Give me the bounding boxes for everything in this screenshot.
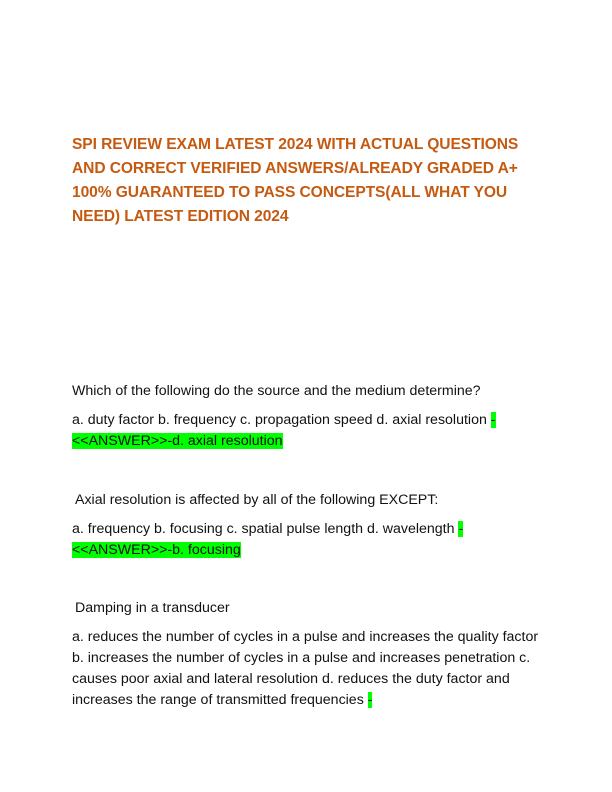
answer-options [72, 410, 542, 452]
correct-answer: <<ANSWER>>-d. axial resolution [72, 433, 283, 449]
answer-marker: - [367, 692, 373, 708]
answer-options [72, 519, 542, 561]
answer-marker: - [490, 412, 496, 428]
question-text: Damping in a transducer [75, 600, 230, 616]
answer-options [72, 627, 542, 711]
correct-answer: <<ANSWER>>-b. focusing [72, 542, 241, 558]
qa-item [72, 490, 542, 561]
question-text: Which of the following do the source and the medium determine? [72, 383, 481, 399]
options-text: a. frequency b. focusing c. spatial pulse length d. wavelength [72, 521, 459, 537]
answer-marker: - [458, 521, 464, 537]
question-text: Axial resolution is affected by all of the following EXCEPT: [75, 492, 439, 508]
qa-item [72, 381, 542, 452]
options-text: a. duty factor b. frequency c. propagation speed d. axial resolution [72, 412, 491, 428]
qa-item [72, 598, 542, 711]
options-text: a. reduces the number of cycles in a pulse and increases the quality factor b. increases the number of cycles in a pulse and increases penetration c. causes poor axial and lateral resolution d. reduces the duty factor and increases the range of transmitted frequencies [72, 629, 539, 708]
document-title: SPI REVIEW EXAM LATEST 2024 WITH ACTUAL QUESTIONS AND CORRECT VERIFIED ANSWERS/ALREADY GRADED A+ 100% GUARANTEED TO PASS CONCEPTS(ALL WHAT YOU NEED) LATEST EDITION 2024 [72, 136, 519, 225]
